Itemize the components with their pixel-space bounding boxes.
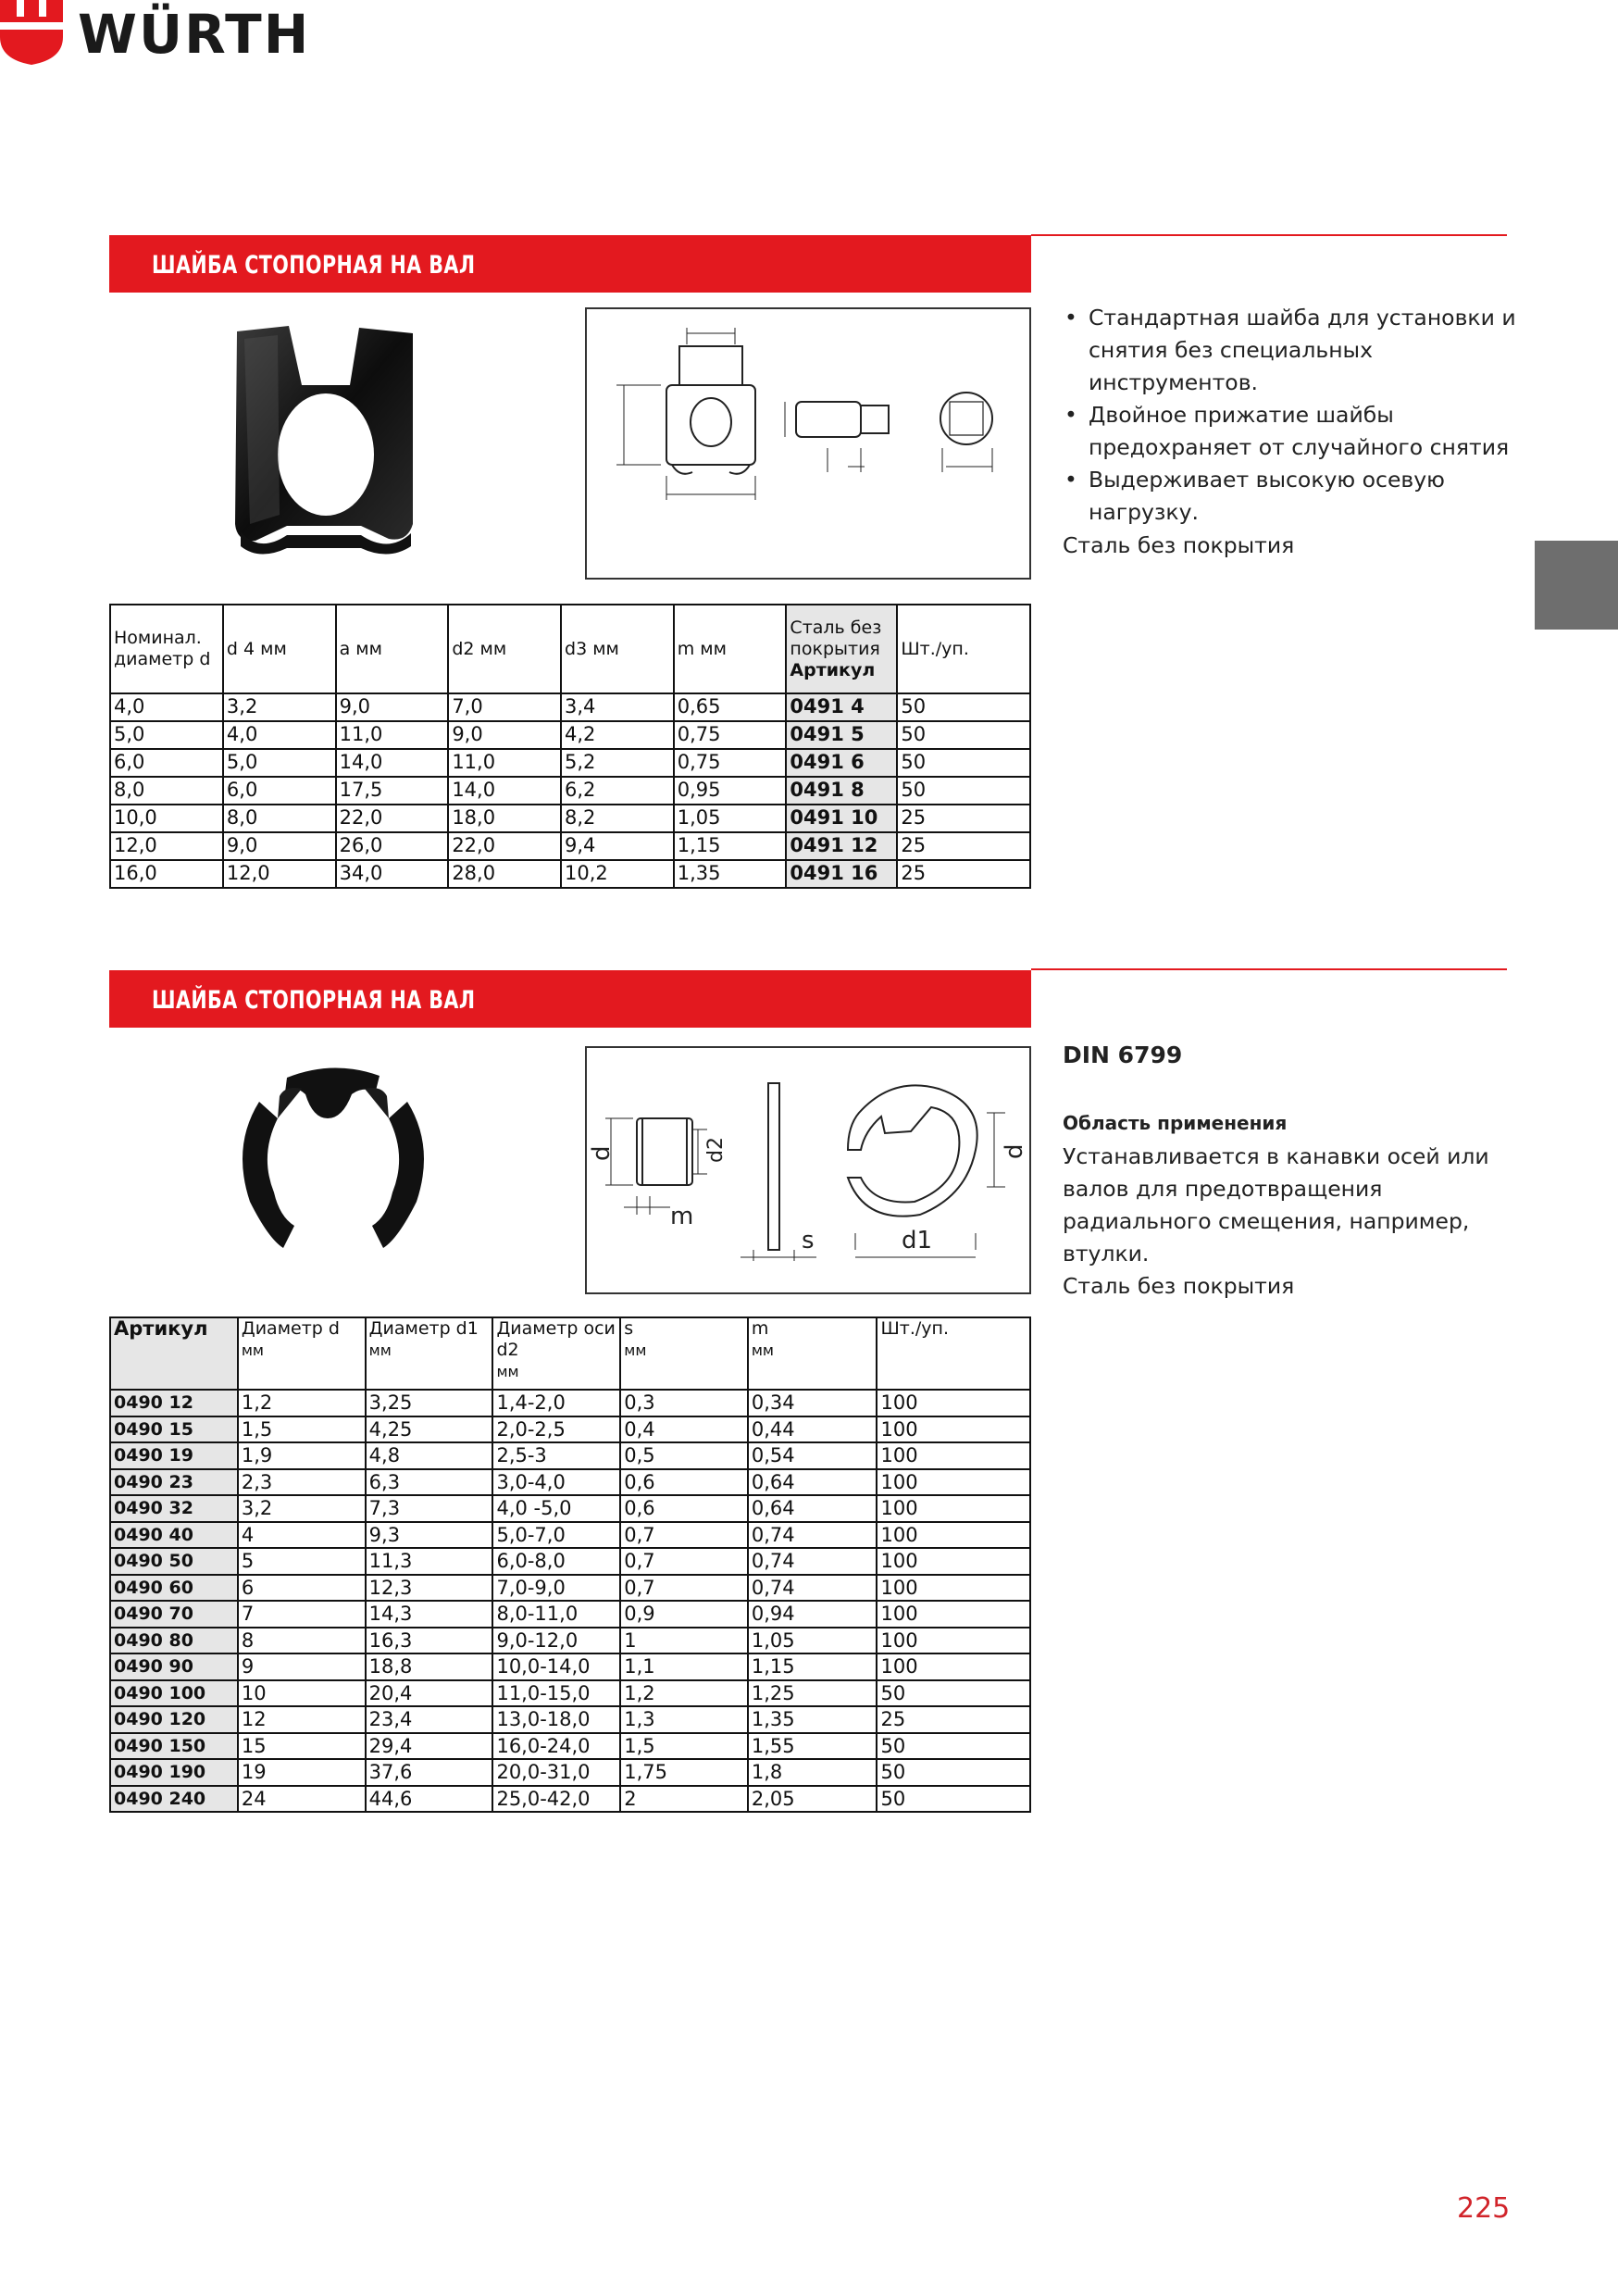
table-cell: 5,0	[223, 749, 336, 777]
section-1-material: Сталь без покрытия	[1063, 532, 1295, 558]
section-1-rule	[1031, 234, 1507, 236]
column-header: Сталь без покрытия	[790, 617, 882, 659]
section-2-material: Сталь без покрытия	[1063, 1273, 1295, 1299]
article-number-cell: 0490 23	[110, 1469, 238, 1496]
table-cell: 26,0	[336, 832, 449, 860]
article-number-cell: 0490 60	[110, 1575, 238, 1602]
table-row	[110, 693, 1030, 721]
article-number-cell: 0491 16	[786, 860, 897, 888]
section-1-header	[109, 235, 1031, 293]
table-cell: 6,0	[110, 749, 223, 777]
table-cell: 3,2	[223, 693, 336, 721]
table-cell: 1,15	[674, 832, 787, 860]
table-row	[110, 1469, 1030, 1496]
table-cell: 1,4-2,0	[492, 1390, 620, 1416]
table-row	[110, 1495, 1030, 1522]
table-cell: 5,0-7,0	[492, 1522, 620, 1549]
table-row	[110, 1442, 1030, 1469]
dim-label-d-outer: d	[1001, 1143, 1028, 1159]
table-cell: 24	[238, 1786, 366, 1813]
table-row	[110, 1548, 1030, 1575]
column-header-label: Диаметр оси d2	[496, 1318, 616, 1360]
table-cell: 6,3	[366, 1469, 493, 1496]
table-cell: 0,65	[674, 693, 787, 721]
article-number-cell: 0491 5	[786, 721, 897, 749]
table-header-row	[110, 605, 1030, 693]
table-cell: 16,0	[110, 860, 223, 888]
table-cell: 50	[897, 693, 1030, 721]
table-cell: 1,15	[748, 1653, 877, 1680]
table-row	[110, 1601, 1030, 1628]
table-cell: 20,4	[366, 1680, 493, 1707]
table-cell: 16,3	[366, 1628, 493, 1654]
table-cell: 1	[620, 1628, 748, 1654]
table-cell: 0,95	[674, 777, 787, 805]
table-cell: 6,0	[223, 777, 336, 805]
table-cell: 100	[877, 1575, 1030, 1602]
table-cell: 22,0	[448, 832, 561, 860]
column-header: d 4 мм	[223, 605, 336, 693]
table-row	[110, 1628, 1030, 1654]
column-header: Номинал. диаметр d	[110, 605, 223, 693]
table-row	[110, 777, 1030, 805]
column-header-label: Диаметр d	[241, 1318, 340, 1339]
table-cell: 0,74	[748, 1522, 877, 1549]
table-cell: 11,0	[336, 721, 449, 749]
table-cell: 100	[877, 1653, 1030, 1680]
wurth-logo	[0, 0, 315, 69]
table-cell: 50	[877, 1759, 1030, 1786]
table-cell: 100	[877, 1601, 1030, 1628]
table-row	[110, 1416, 1030, 1443]
table-cell: 19	[238, 1759, 366, 1786]
table-cell: 10,0-14,0	[492, 1653, 620, 1680]
table-cell: 1,2	[238, 1390, 366, 1416]
table-cell: 28,0	[448, 860, 561, 888]
column-header-unit: мм	[368, 1341, 392, 1359]
table-cell: 0,7	[620, 1548, 748, 1575]
table-cell: 14,0	[336, 749, 449, 777]
table-cell: 16,0-24,0	[492, 1733, 620, 1760]
table-cell: 10,2	[561, 860, 674, 888]
table-cell: 1,25	[748, 1680, 877, 1707]
table-cell: 1,2	[620, 1680, 748, 1707]
table-cell: 12,0	[110, 832, 223, 860]
wurth-logo-mark-icon	[0, 0, 63, 65]
table-cell: 25	[897, 832, 1030, 860]
column-header-unit: мм	[496, 1363, 519, 1380]
table-cell: 22,0	[336, 805, 449, 832]
column-header	[877, 1317, 1030, 1390]
table-row	[110, 1706, 1030, 1733]
section-2-title: ШАЙБА СТОПОРНАЯ НА ВАЛ	[152, 986, 476, 1015]
table-cell: 37,6	[366, 1759, 493, 1786]
article-number-cell: 0490 15	[110, 1416, 238, 1443]
table-cell: 9,4	[561, 832, 674, 860]
table-cell: 1,05	[674, 805, 787, 832]
column-header	[620, 1317, 748, 1390]
table-cell: 44,6	[366, 1786, 493, 1813]
column-header	[238, 1317, 366, 1390]
column-header-unit: мм	[624, 1341, 647, 1359]
table-cell: 50	[877, 1786, 1030, 1813]
column-header	[110, 1317, 238, 1390]
column-header-label: m	[751, 1318, 769, 1339]
table-cell: 23,4	[366, 1706, 493, 1733]
table-cell: 100	[877, 1628, 1030, 1654]
table-cell: 0,3	[620, 1390, 748, 1416]
table-cell: 100	[877, 1390, 1030, 1416]
table-cell: 0,6	[620, 1469, 748, 1496]
table-cell: 0,4	[620, 1416, 748, 1443]
table-cell: 0,94	[748, 1601, 877, 1628]
table-row	[110, 1786, 1030, 1813]
column-header: d2 мм	[448, 605, 561, 693]
table-cell: 4,0	[223, 721, 336, 749]
table-cell: 1,8	[748, 1759, 877, 1786]
table-cell: 15	[238, 1733, 366, 1760]
article-number-cell: 0491 6	[786, 749, 897, 777]
table-cell: 8,0-11,0	[492, 1601, 620, 1628]
section-2-header	[109, 970, 1031, 1028]
table-cell: 3,2	[238, 1495, 366, 1522]
column-header	[366, 1317, 493, 1390]
table-header-row	[110, 1317, 1030, 1390]
table-cell: 0,74	[748, 1575, 877, 1602]
table-row	[110, 1575, 1030, 1602]
table-row	[110, 860, 1030, 888]
table-cell: 2,05	[748, 1786, 877, 1813]
table-cell: 3,4	[561, 693, 674, 721]
table-cell: 9,0	[223, 832, 336, 860]
article-number-cell: 0490 32	[110, 1495, 238, 1522]
article-number-cell: 0490 12	[110, 1390, 238, 1416]
table-cell: 7,3	[366, 1495, 493, 1522]
table-row	[110, 1680, 1030, 1707]
brand-name: WÜRTH	[78, 3, 311, 66]
table-cell: 25	[897, 805, 1030, 832]
article-number-cell: 0490 90	[110, 1653, 238, 1680]
table-cell: 2,3	[238, 1469, 366, 1496]
table-cell: 14,3	[366, 1601, 493, 1628]
table-cell: 0,75	[674, 749, 787, 777]
table-cell: 9,3	[366, 1522, 493, 1549]
table-cell: 0,44	[748, 1416, 877, 1443]
table-cell: 50	[897, 749, 1030, 777]
dim-label-d: d	[588, 1145, 616, 1161]
table-cell: 1,5	[620, 1733, 748, 1760]
table-cell: 8,0	[110, 777, 223, 805]
table-cell: 18,8	[366, 1653, 493, 1680]
table-cell: 5,0	[110, 721, 223, 749]
table-row	[110, 749, 1030, 777]
table-cell: 0,64	[748, 1495, 877, 1522]
column-header-label: Диаметр d1	[368, 1318, 479, 1339]
table-cell: 12,3	[366, 1575, 493, 1602]
column-header	[492, 1317, 620, 1390]
article-number-cell: 0491 12	[786, 832, 897, 860]
column-header: a мм	[336, 605, 449, 693]
table-cell: 100	[877, 1495, 1030, 1522]
table-cell: 4	[238, 1522, 366, 1549]
table-cell: 8,2	[561, 805, 674, 832]
standard-label: DIN 6799	[1063, 1042, 1183, 1068]
table-row	[110, 1733, 1030, 1760]
table-cell: 1,5	[238, 1416, 366, 1443]
table-cell: 17,5	[336, 777, 449, 805]
din-6799-drawing-icon	[587, 1048, 1029, 1292]
side-tab-marker	[1535, 541, 1618, 630]
table-cell: 18,0	[448, 805, 561, 832]
table-cell: 100	[877, 1416, 1030, 1443]
feature-item: • Стандартная шайба для установки и снятия без специальных инструментов.	[1063, 302, 1516, 399]
table-cell: 10	[238, 1680, 366, 1707]
column-header-article-label: Артикул	[790, 659, 876, 680]
table-cell: 9,0	[336, 693, 449, 721]
table-cell: 100	[877, 1442, 1030, 1469]
article-number-cell: 0490 240	[110, 1786, 238, 1813]
table-cell: 0,34	[748, 1390, 877, 1416]
table-cell: 10,0	[110, 805, 223, 832]
column-header-unit: мм	[241, 1341, 264, 1359]
table-cell: 11,0-15,0	[492, 1680, 620, 1707]
column-header-label: Шт./уп.	[880, 1318, 950, 1339]
table-cell: 4,0	[110, 693, 223, 721]
table-cell: 7,0-9,0	[492, 1575, 620, 1602]
article-number-cell: 0491 4	[786, 693, 897, 721]
dim-label-s: s	[802, 1227, 815, 1254]
table-cell: 4,0 -5,0	[492, 1495, 620, 1522]
table-cell: 2,5-3	[492, 1442, 620, 1469]
table-cell: 1,55	[748, 1733, 877, 1760]
table-cell: 3,25	[366, 1390, 493, 1416]
table-cell: 0,5	[620, 1442, 748, 1469]
table-cell: 29,4	[366, 1733, 493, 1760]
table-cell: 13,0-18,0	[492, 1706, 620, 1733]
article-number-cell: 0490 50	[110, 1548, 238, 1575]
table-cell: 4,2	[561, 721, 674, 749]
table-cell: 0,9	[620, 1601, 748, 1628]
table-cell: 14,0	[448, 777, 561, 805]
column-header-label: s	[624, 1318, 634, 1339]
feature-item: • Выдерживает высокую осевую нагрузку.	[1063, 464, 1516, 529]
table-cell: 9	[238, 1653, 366, 1680]
section-2-rule	[1031, 968, 1507, 970]
table-cell: 3,0-4,0	[492, 1469, 620, 1496]
table-cell: 50	[877, 1680, 1030, 1707]
application-title: Область применения	[1063, 1112, 1288, 1134]
dim-label-m: m	[670, 1203, 694, 1230]
table-cell: 100	[877, 1469, 1030, 1496]
table-cell: 5,2	[561, 749, 674, 777]
table-cell: 1,35	[748, 1706, 877, 1733]
page-number: 225	[1457, 2192, 1511, 2225]
column-header: d3 мм	[561, 605, 674, 693]
article-number-cell: 0490 40	[110, 1522, 238, 1549]
table-cell: 50	[877, 1733, 1030, 1760]
technical-drawing-2	[585, 1046, 1031, 1294]
article-number-cell: 0490 80	[110, 1628, 238, 1654]
article-number-cell: 0490 100	[110, 1680, 238, 1707]
article-number-cell: 0490 190	[110, 1759, 238, 1786]
table-cell: 100	[877, 1522, 1030, 1549]
table-cell: 2	[620, 1786, 748, 1813]
table-cell: 11,3	[366, 1548, 493, 1575]
table-cell: 7,0	[448, 693, 561, 721]
table-cell: 4,25	[366, 1416, 493, 1443]
article-number-cell: 0491 8	[786, 777, 897, 805]
table-cell: 5	[238, 1548, 366, 1575]
table-cell: 0,7	[620, 1575, 748, 1602]
product-photo-lock-washer	[222, 320, 426, 557]
table-cell: 0,64	[748, 1469, 877, 1496]
table-cell: 1,05	[748, 1628, 877, 1654]
article-number-cell: 0490 19	[110, 1442, 238, 1469]
technical-drawing-1	[585, 307, 1031, 580]
section-1-features	[1063, 302, 1516, 529]
table-cell: 0,75	[674, 721, 787, 749]
section-1-spec-table	[109, 604, 1031, 889]
article-number-cell: 0490 150	[110, 1733, 238, 1760]
table-cell: 0,54	[748, 1442, 877, 1469]
table-cell: 1,35	[674, 860, 787, 888]
table-cell: 8	[238, 1628, 366, 1654]
table-cell: 1,3	[620, 1706, 748, 1733]
dim-label-d1: d1	[902, 1227, 933, 1254]
application-text: Устанавливается в канавки осей или валов для предотвращения радиального смещения, например, втулки.	[1063, 1143, 1489, 1267]
table-row	[110, 1390, 1030, 1416]
table-cell: 8,0	[223, 805, 336, 832]
table-cell: 1,75	[620, 1759, 748, 1786]
table-cell: 1,9	[238, 1442, 366, 1469]
table-cell: 1,1	[620, 1653, 748, 1680]
article-number-cell: 0490 120	[110, 1706, 238, 1733]
dimension-drawing-icon	[587, 309, 1029, 578]
table-row	[110, 805, 1030, 832]
table-row	[110, 721, 1030, 749]
table-cell: 20,0-31,0	[492, 1759, 620, 1786]
product-photo-e-clip	[222, 1054, 444, 1257]
dim-label-d2: d2	[704, 1137, 728, 1163]
table-cell: 9,0-12,0	[492, 1628, 620, 1654]
column-header: m мм	[674, 605, 787, 693]
table-cell: 6,0-8,0	[492, 1548, 620, 1575]
table-cell: 12,0	[223, 860, 336, 888]
table-cell: 50	[897, 721, 1030, 749]
table-cell: 25	[877, 1706, 1030, 1733]
table-cell: 12	[238, 1706, 366, 1733]
table-cell: 50	[897, 777, 1030, 805]
table-row	[110, 1759, 1030, 1786]
column-header-label: Артикул	[114, 1317, 208, 1340]
column-header-unit: мм	[751, 1341, 774, 1359]
table-row	[110, 1653, 1030, 1680]
table-cell: 0,6	[620, 1495, 748, 1522]
table-cell: 25	[897, 860, 1030, 888]
table-row	[110, 832, 1030, 860]
article-number-cell: 0490 70	[110, 1601, 238, 1628]
section-1-title: ШАЙБА СТОПОРНАЯ НА ВАЛ	[152, 251, 476, 280]
table-cell: 34,0	[336, 860, 449, 888]
column-header-article	[786, 605, 897, 693]
article-number-cell: 0491 10	[786, 805, 897, 832]
table-row	[110, 1522, 1030, 1549]
table-cell: 2,0-2,5	[492, 1416, 620, 1443]
table-cell: 6,2	[561, 777, 674, 805]
table-cell: 7	[238, 1601, 366, 1628]
column-header: Шт./уп.	[897, 605, 1030, 693]
table-cell: 6	[238, 1575, 366, 1602]
section-2-spec-table	[109, 1316, 1031, 1813]
column-header	[748, 1317, 877, 1390]
table-cell: 11,0	[448, 749, 561, 777]
table-cell: 100	[877, 1548, 1030, 1575]
table-cell: 4,8	[366, 1442, 493, 1469]
table-cell: 0,74	[748, 1548, 877, 1575]
feature-item: • Двойное прижатие шайбы предохраняет от случайного снятия	[1063, 399, 1516, 464]
table-cell: 9,0	[448, 721, 561, 749]
table-cell: 25,0-42,0	[492, 1786, 620, 1813]
table-cell: 0,7	[620, 1522, 748, 1549]
